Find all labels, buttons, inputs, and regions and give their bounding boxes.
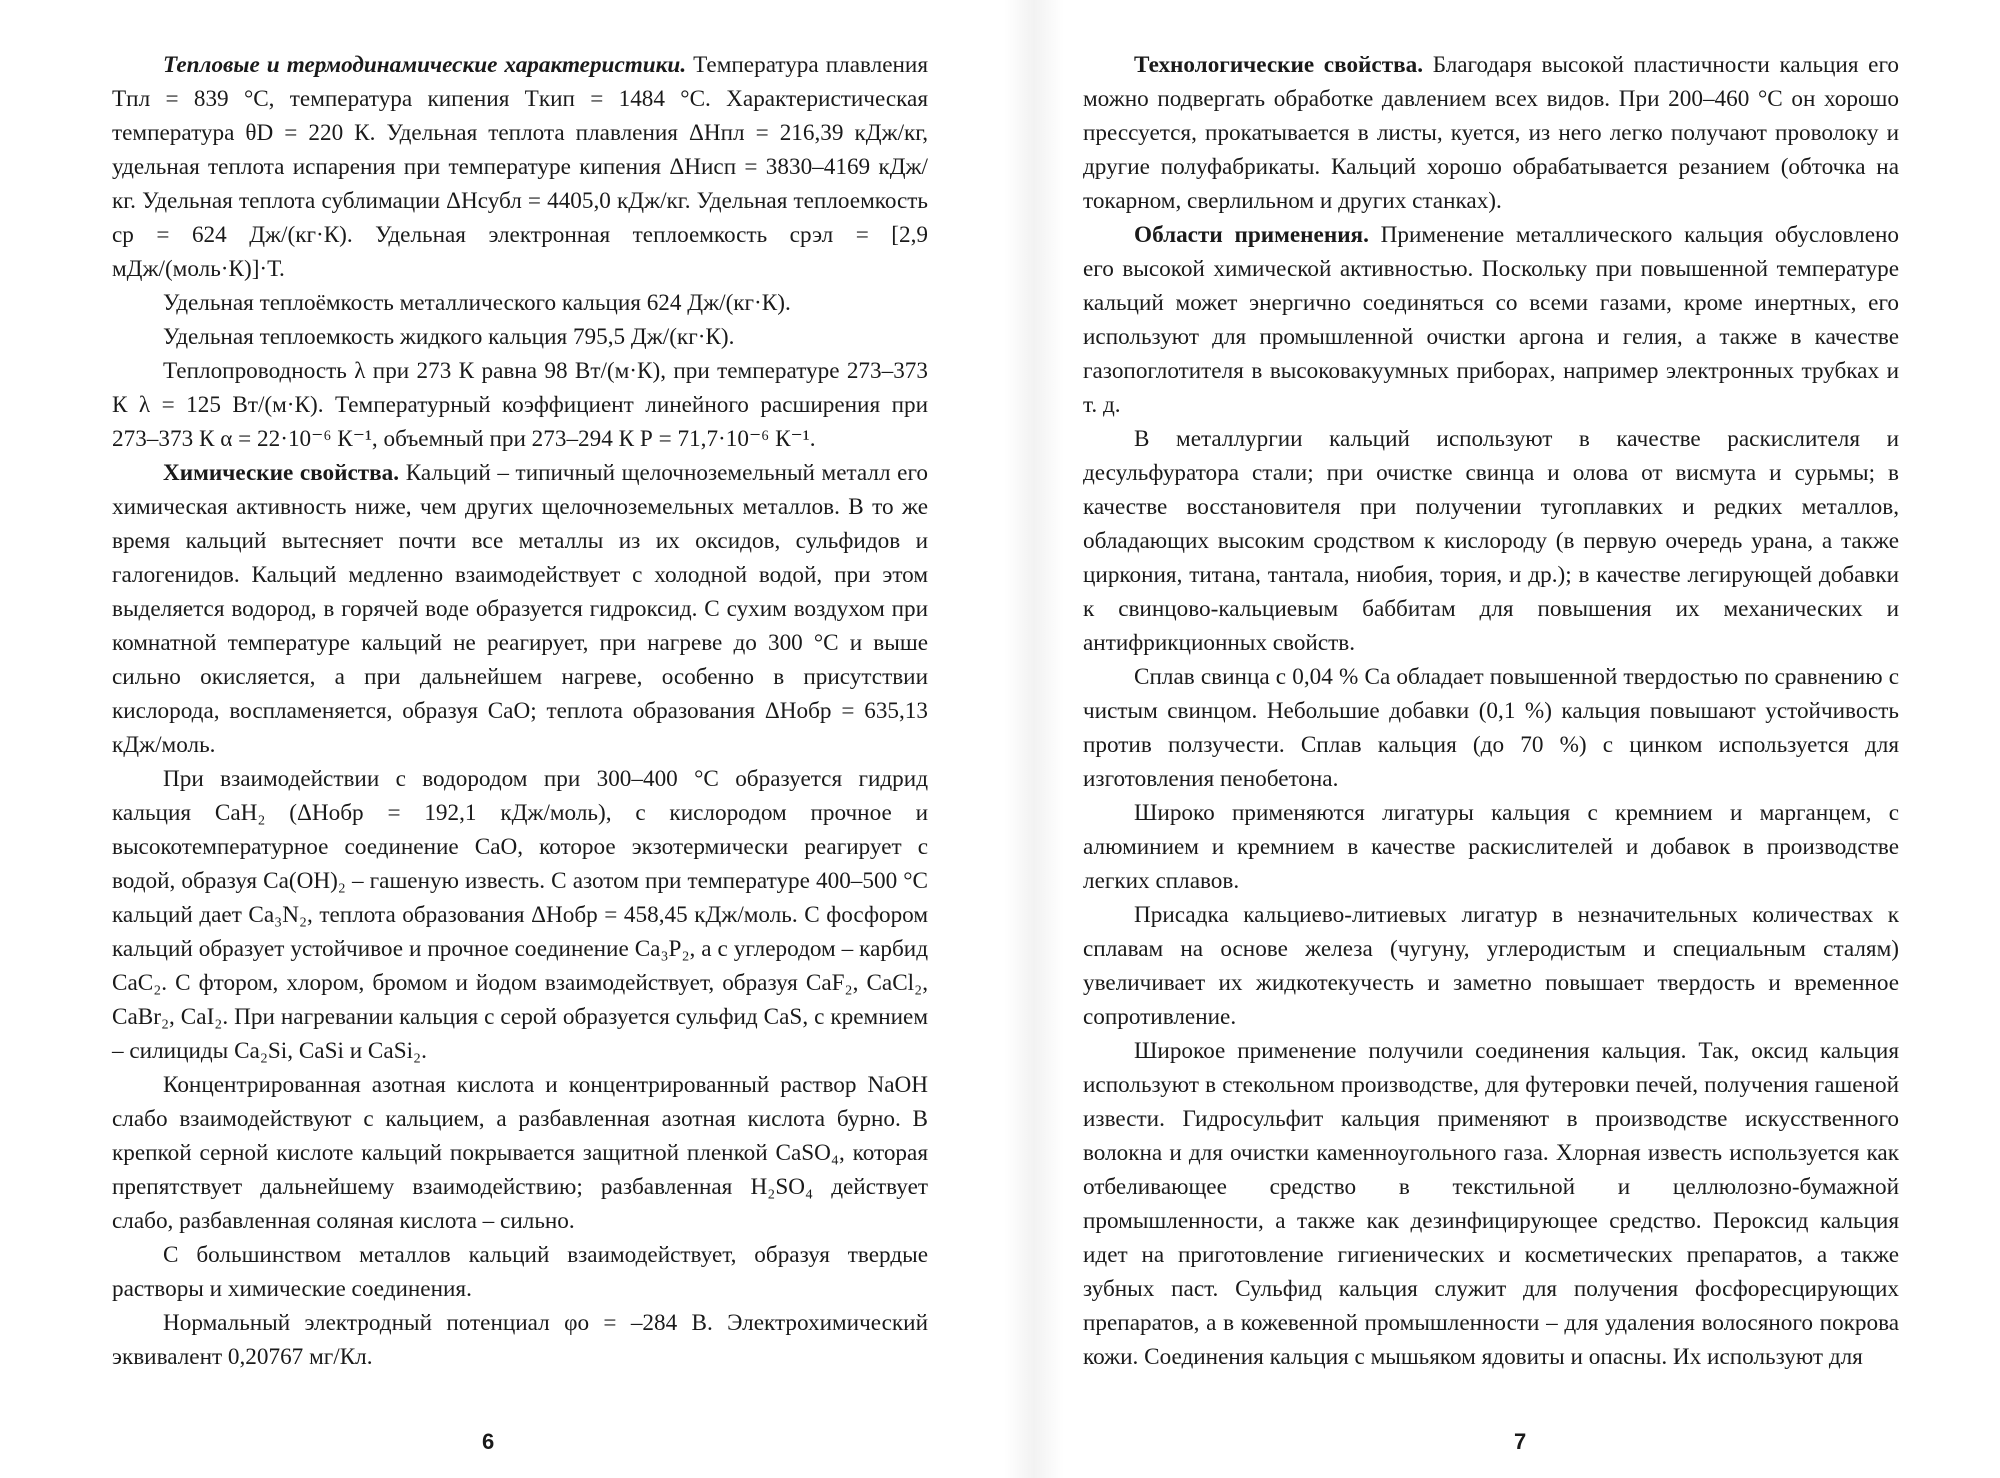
paragraph-text: Теплопроводность λ при 273 К равна 98 Вт/(м·К), при температуре 273–373 К λ = 125 Вт/(м·К). Температурный коэффициент линейного расширения при 273–373 К α = 22·10⁻⁶ К⁻¹, объемный при 273–294 К Р = 71,7·10⁻⁶ К⁻¹.: [112, 358, 928, 452]
paragraph: [1083, 660, 1899, 796]
paragraph: [1083, 218, 1899, 422]
gutter: [1004, 0, 1064, 1478]
left-page: [112, 48, 929, 1454]
paragraph-text: С большинством металлов кальций взаимодействует, образуя твердые растворы и химические соединения.: [112, 1242, 928, 1302]
paragraph: [1083, 1034, 1899, 1374]
right-page-body: [1083, 48, 1899, 1374]
paragraph-text: Нормальный электродный потенциал φо = –284 В. Электрохимический эквивалент 0,20767 мг/Кл.: [112, 1310, 928, 1370]
left-page-body: [112, 48, 928, 1374]
paragraph: [112, 354, 928, 456]
paragraph: [112, 762, 928, 1068]
run-in-heading: Технологические свойства.: [1134, 52, 1424, 78]
paragraph: [1083, 422, 1899, 660]
paragraph: [112, 1238, 928, 1306]
paragraph-text: Концентрированная азотная кислота и концентрированный раствор NaOH слабо взаимодействуют с кальцием, а разбавленная азотная кислота бурно. В крепкой серной кислоте кальций покрывается защитной пленкой CaSO₄, которая препятствует дальнейшему взаимодействию; разбавленная H₂SO₄ действует слабо, разбавленная соляная кислота – сильно.: [112, 1072, 928, 1234]
paragraph-text: Сплав свинца с 0,04 % Са обладает повышенной твердостью по сравнению с чистым свинцом. Небольшие добавки (0,1 %) кальция повышают устойчивость против ползучести. Сплав кальция (до 70 %) с цинком используется для изготовления пенобетона.: [1083, 664, 1899, 792]
paragraph: [1083, 48, 1899, 218]
paragraph: [112, 286, 928, 320]
paragraph-text: Благодаря высокой пластичности кальция его можно подвергать обработке давлением всех видов. При 200–460 °С он хорошо прессуется, прокатывается в листы, куется, из него легко получают проволоку и другие полуфабрикаты. Кальций хорошо обрабатывается резанием (обточка на токарном, сверлильном и других станках).: [1083, 52, 1899, 214]
run-in-heading: Тепловые и термодинамические характеристики.: [163, 52, 687, 78]
paragraph: [1083, 898, 1899, 1034]
paragraph-text: Применение металлического кальция обусловлено его высокой химической активностью. Поскольку при повышенной температуре кальций может энергично соединяться со всеми газами, кроме инертных, его используют для промышленной очистки аргона и гелия, а также в качестве газопоглотителя в высоковакуумных приборах, например электронных трубках и т. д.: [1083, 222, 1899, 418]
paragraph: [112, 320, 928, 354]
paragraph: [1083, 796, 1899, 898]
paragraph-text: В металлургии кальций используют в качестве раскислителя и десульфуратора стали; при очистке свинца и олова от висмута и сурьмы; в качестве восстановителя при получении тугоплавких и редких металлов, обладающих высоким сродством к кислороду (в первую очередь урана, а также циркония, титана, тантала, ниобия, тория, и др.); в качестве легирующей добавки к свинцово-кальциевым баббитам для повышения их механических и антифрикционных свойств.: [1083, 426, 1899, 656]
paragraph: [112, 456, 928, 762]
paragraph-text: Удельная теплоемкость жидкого кальция 795,5 Дж/(кг·К).: [163, 324, 735, 350]
paragraph-text: Кальций – типичный щелочноземельный металл его химическая активность ниже, чем других щелочноземельных металлов. В то же время кальций вытесняет почти все металлы из их оксидов, сульфидов и галогенидов. Кальций медленно взаимодействует с холодной водой, при этом выделяется водород, в горячей воде образуется гидроксид. С сухим воздухом при комнатной температуре кальций не реагирует, при нагреве до 300 °С и выше сильно окисляется, а при дальнейшем нагреве, особенно в присутствии кислорода, воспламеняется, образуя СаО; теплота образования ΔHобр = 635,13 кДж/моль.: [112, 460, 929, 758]
paragraph-text: Удельная теплоёмкость металлического кальция 624 Дж/(кг·К).: [163, 290, 791, 316]
paragraph: [112, 1068, 928, 1238]
paragraph-text: Температура плавления Tпл = 839 °С, температура кипения Tкип = 1484 °С. Характеристическая температура θD = 220 К. Удельная теплота плавления ΔHпл = 216,39 кДж/кг, удельная теплота испарения при температуре кипения ΔHисп = 3830–4169 кДж/кг. Удельная теплота сублимации ΔHсубл = 4405,0 кДж/кг. Удельная теплоемкость cр = 624 Дж/(кг·К). Удельная электронная теплоемкость cрэл = [2,9 мДж/(моль·К)]·Т.: [112, 52, 928, 282]
page-number: 6: [482, 1429, 495, 1454]
paragraph-text: Присадка кальциево-литиевых лигатур в незначительных количествах к сплавам на основе железа (чугуну, углеродистым и специальным сталям) увеличивает их жидкотекучесть и заметно повышает твердость и временное сопротивление.: [1083, 902, 1899, 1030]
run-in-heading: Химические свойства.: [163, 460, 400, 486]
paragraph: [112, 48, 928, 286]
paragraph-text: Широкое применение получили соединения кальция. Так, оксид кальция используют в стекольном производстве, для футеровки печей, получения гашеной извести. Гидросульфит кальция применяют в производстве искусственного волокна и для очистки каменноугольного газа. Хлорная известь используется как отбеливающее средство в текстильной и целлюлозно-бумажной промышленности, а также как дезинфицирующее средство. Пероксид кальция идет на приготовление гигиенических и косметических препаратов, а также зубных паст. Сульфид кальция служит для получения фосфоресцирующих препаратов, а в кожевенной промышленности – для удаления волосяного покрова кожи. Соединения кальция с мышьяком ядовиты и опасны. Их используют для: [1083, 1038, 1899, 1370]
right-page: [1083, 48, 1899, 1454]
page-number: 7: [1514, 1429, 1527, 1454]
paragraph: [112, 1306, 928, 1374]
paragraph-text: Широко применяются лигатуры кальция с кремнием и марганцем, с алюминием и кремнием в качестве раскислителей и добавок в производстве легких сплавов.: [1083, 800, 1899, 894]
run-in-heading: Области применения.: [1134, 222, 1369, 248]
paragraph-text: При взаимодействии с водородом при 300–400 °С образуется гидрид кальция СаН₂ (ΔHобр = 192,1 кДж/моль), с кислородом прочное и высокотемпературное соединение СаО, которое экзотермически реагирует с водой, образуя Са(ОН)₂ – гашеную известь. С азотом при температуре 400–500 °С кальций дает Са₃N₂, теплота образования ΔHобр = 458,45 кДж/моль. С фосфором кальций образует устойчивое и прочное соединение Са₃Р₂, а с углеродом – карбид СаС₂. С фтором, хлором, бромом и йодом взаимодействует, образуя СаF₂, СаCl₂, СаBr₂, СаI₂. При нагревании кальция с серой образуется сульфид CaS, с кремнием – силициды Ca₂Si, CaSi и CaSi₂.: [112, 766, 928, 1064]
